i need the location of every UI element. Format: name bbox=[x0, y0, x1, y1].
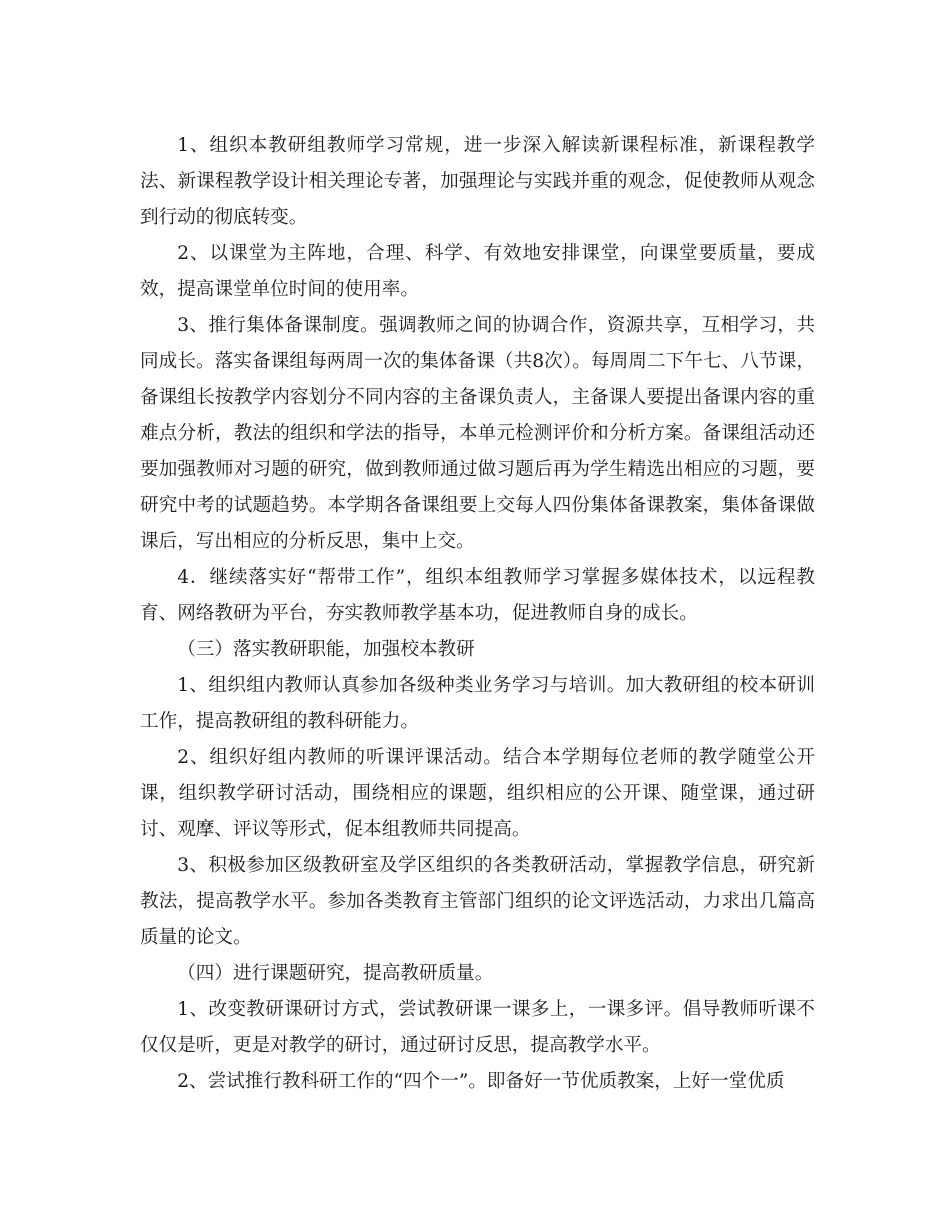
paragraph-9: 2、尝试推行教科研工作的“四个一”。即备好一节优质教案，上好一堂优质 bbox=[177, 1071, 785, 1092]
paragraph-3: 3、推行集体备课制度。强调教师之间的协调合作，资源共享，互相学习，共同成长。落实备课组每两周一次的集体备课（共8次）。每周周二下午七、八节课，备课组长按教学内容划分不同内容的主备课负责人，主备课人要提出备课内容的重难点分析，教法的组织和学法的指导，本单元检测评价和分析方案。备课组活动还要加强教师对习题的研究，做到教师通过做习题后再为学生精选出相应的习题，要研究中考的试题趋势。本学期各备课组要上交每人四份集体备课教案，集体备课做课后，写出相应的分析反思，集中上交。 bbox=[140, 315, 815, 552]
paragraph-5: 1、组织组内教师认真参加各级种类业务学习与培训。加大教研组的校本研训工作，提高教研组的教科研能力。 bbox=[140, 675, 815, 732]
paragraph-8: 1、改变教研课研讨方式，尝试教研课一课多上，一课多评。倡导教师听课不仅仅是听，更是对教学的研讨，通过研讨反思，提高教学水平。 bbox=[140, 999, 815, 1056]
document-body bbox=[140, 128, 815, 1100]
section-heading-4: （四）进行课题研究，提高教研质量。 bbox=[177, 963, 494, 984]
paragraph-2: 2、以课堂为主阵地，合理、科学、有效地安排课堂，向课堂要质量，要成效，提高课堂单位时间的使用率。 bbox=[140, 243, 815, 300]
paragraph-6: 2、组织好组内教师的听课评课活动。结合本学期每位老师的教学随堂公开课，组织教学研讨活动，围绕相应的课题，组织相应的公开课、随堂课，通过研讨、观摩、评议等形式，促本组教师共同提高。 bbox=[140, 747, 815, 840]
section-heading-3: （三）落实教研职能，加强校本教研 bbox=[177, 639, 475, 660]
paragraph-1: 1、组织本教研组教师学习常规，进一步深入解读新课程标准，新课程教学法、新课程教学设计相关理论专著，加强理论与实践并重的观念，促使教师从观念到行动的彻底转变。 bbox=[140, 135, 815, 228]
paragraph-7: 3、积极参加区级教研室及学区组织的各类教研活动，掌握教学信息，研究新教法，提高教学水平。参加各类教育主管部门组织的论文评选活动，力求出几篇高质量的论文。 bbox=[140, 855, 815, 948]
paragraph-4: 4．继续落实好“帮带工作”，组织本组教师学习掌握多媒体技术，以远程教育、网络教研为平台，夯实教师教学基本功，促进教师自身的成长。 bbox=[140, 567, 815, 624]
